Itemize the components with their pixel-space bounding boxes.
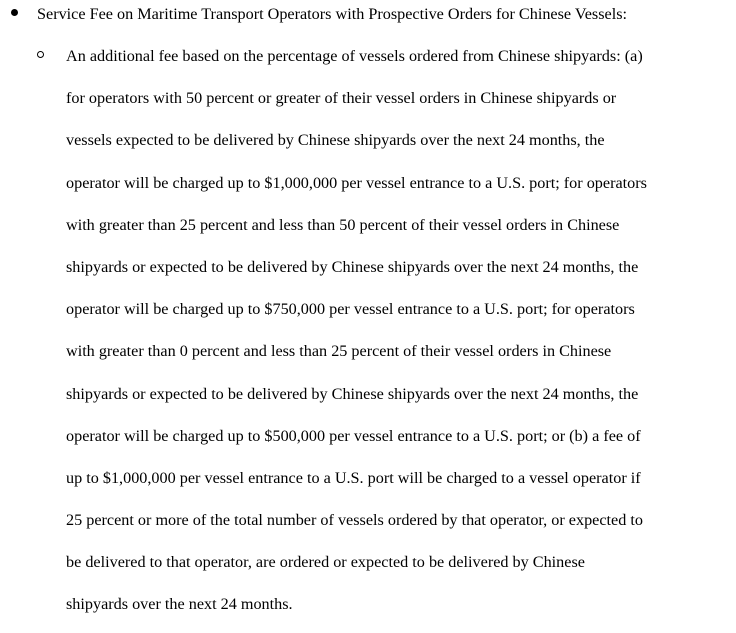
paragraph-line: operator will be charged up to $750,000 per vessel entrance to a U.S. port; for operators bbox=[66, 300, 635, 319]
paragraph-line: up to $1,000,000 per vessel entrance to a U.S. port will be charged to a vessel operator if bbox=[66, 468, 641, 487]
paragraph-line: with greater than 25 percent and less than 50 percent of their vessel orders in Chinese bbox=[66, 215, 620, 234]
paragraph-line: operator will be charged up to $1,000,000 per vessel entrance to a U.S. port; for operators bbox=[66, 173, 647, 192]
paragraph-line: vessels expected to be delivered by Chinese shipyards over the next 24 months, the bbox=[66, 131, 605, 150]
hollow-circle-bullet-icon bbox=[37, 51, 44, 58]
paragraph-line: shipyards over the next 24 months. bbox=[66, 595, 293, 614]
paragraph-line: for operators with 50 percent or greater of their vessel orders in Chinese shipyards or bbox=[66, 89, 617, 108]
sub-bullet-paragraph bbox=[66, 42, 736, 633]
paragraph-line: 25 percent or more of the total number of vessels ordered by that operator, or expected to bbox=[66, 511, 643, 530]
paragraph-line: with greater than 0 percent and less than 25 percent of their vessel orders in Chinese bbox=[66, 342, 612, 361]
filled-bullet-icon bbox=[11, 9, 18, 16]
paragraph-line: An additional fee based on the percentage of vessels ordered from Chinese shipyards: (a) bbox=[66, 47, 643, 65]
paragraph-line: shipyards or expected to be delivered by Chinese shipyards over the next 24 months, the bbox=[66, 257, 639, 276]
bullet-heading-text: Service Fee on Maritime Transport Operators with Prospective Orders for Chinese Vessels: bbox=[37, 5, 627, 23]
paragraph-line: be delivered to that operator, are ordered or expected to be delivered by Chinese bbox=[66, 553, 585, 572]
paragraph-line: shipyards or expected to be delivered by Chinese shipyards over the next 24 months, the bbox=[66, 384, 639, 403]
paragraph-line: operator will be charged up to $500,000 per vessel entrance to a U.S. port; or (b) a fee of bbox=[66, 426, 641, 445]
